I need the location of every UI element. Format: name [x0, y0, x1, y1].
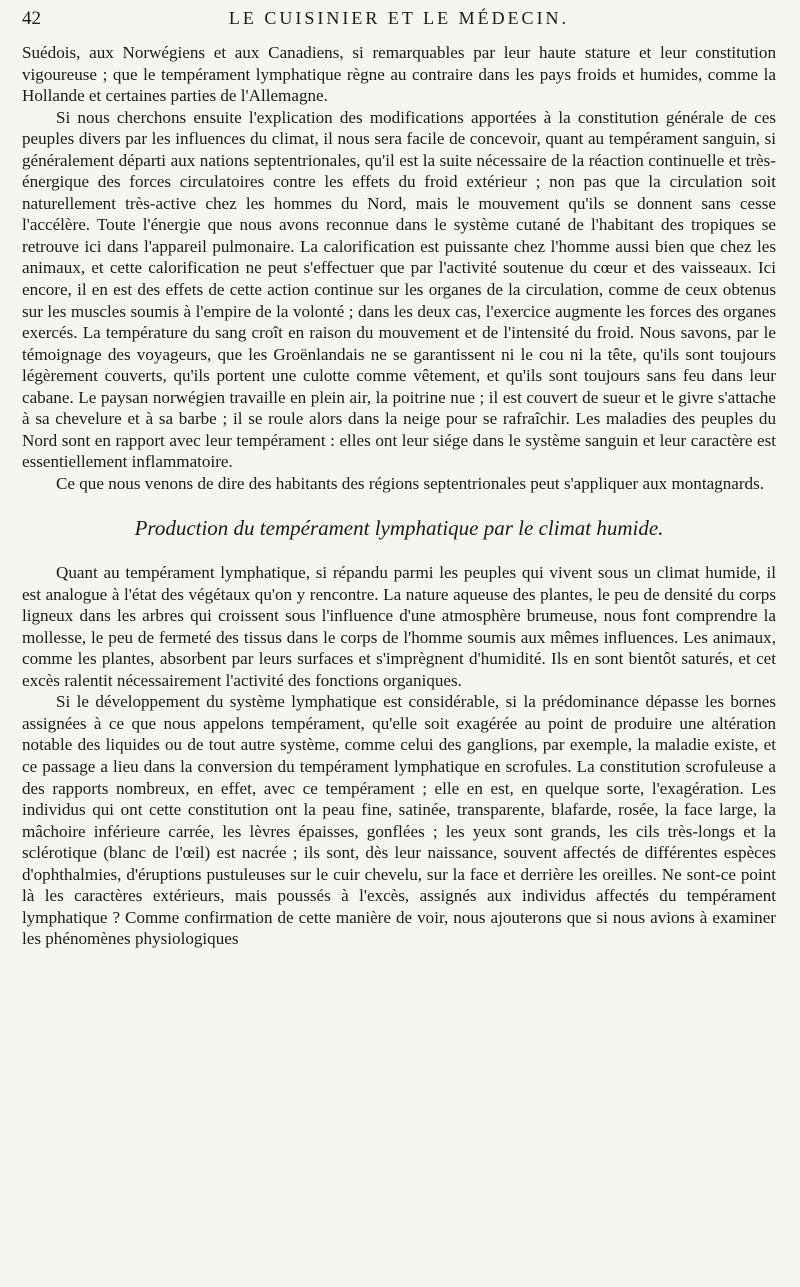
text-block-after-heading — [22, 562, 776, 950]
section-heading: Production du tempérament lymphatique par le climat humide. — [134, 516, 664, 541]
text-block-before-heading — [22, 42, 776, 494]
paragraph: Ce que nous venons de dire des habitants des régions septentrionales peut s'appliquer aux montagnards. — [56, 473, 765, 493]
paragraph: Si le développement du système lymphatique est considérable, si la prédominance dépasse les bornes assignées à ce que nous appelons tempérament, qu'elle soit exagérée au point de produire une altération notable des liquides ou de tout autre système, comme celui des ganglions, par exemple, la maladie existe, et ce passage a lieu dans la conversion du tempérament lymphatique en scrofules. La constitution scrofuleuse a des rapports nombreux, en effet, avec ce tempérament ; elle en est, en quelque sorte, l'exagération. Les individus qui ont cette constitution ont la peau fine, satinée, transparente, blafarde, rosée, la face large, la mâchoire inférieure carrée, les lèvres épaisses, gonflées ; les yeux sont grands, les cils très-longs et la sclérotique (blanc de l'œil) est nacrée ; ils sont, dès leur naissance, souvent affectés de différentes espèces d'ophthalmies, d'éruptions pustuleuses sur le cuir chevelu, sur la face et derrière les oreilles. Ne sont-ce point là les caractères extérieurs, mais poussés à l'excès, assignés aux individus affectés du tempérament lymphatique ? Comme confirmation de cette manière de voir, nous ajouterons que si nous avions à examiner les phénomènes physiologiques — [22, 692, 776, 949]
paragraph: Suédois, aux Norwégiens et aux Canadiens, si remarquables par leur haute stature et leur constitution vigoureuse ; que le tempérament lymphatique règne au contraire dans les pays froids et humides, comme la Hollande et certaines parties de l'Allemagne. — [22, 43, 776, 106]
page-body — [22, 42, 776, 950]
page-number: 42 — [22, 8, 41, 29]
paragraph: Si nous cherchons ensuite l'explication des modifications apportées à la constitution générale de ces peuples divers par les influences du climat, il nous sera facile de concevoir, quant au tempérament sanguin, si généralement départi aux nations septentrionales, qu'il est la suite nécessaire de la réaction continuelle et très-énergique des forces circulatoires contre les effets du froid extérieur ; non pas que la circulation soit naturellement très-active chez les hommes du Nord, mais le mouvement qu'ils se donnent sans cesse l'accélère. Toute l'énergie que nous avons reconnue dans le système cutané de l'habitant des tropiques se retrouve ici dans l'appareil pulmonaire. La calorification est puissante chez l'homme aussi bien que chez les animaux, et cette calorification ne peut s'effectuer que par l'activité soutenue du cœur et des vaisseaux. Ici encore, il en est des effets de cette action continue sur les organes de la circulation, comme de ceux obtenus sur les muscles soumis à l'empire de la volonté ; dans les deux cas, l'exercice augmente les forces des organes exercés. La température du sang croît en raison du mouvement et de l'intensité du froid. Nous savons, par le témoignage des voyageurs, que les Groënlandais ne se garantissent ni le cou ni la tête, qu'ils sont toujours légèrement couverts, qu'ils portent une culotte comme vêtement, et qu'ils sont toujours sans feu dans leur cabane. Le paysan norwégien travaille en plein air, la poitrine nue ; il est couvert de sueur et le givre s'attache à sa chevelure et à sa barbe ; il se roule alors dans la neige pour se rafraîchir. Les maladies des peuples du Nord sont en rapport avec leur tempérament : elles ont leur siége dans le système sanguin et leur caractère est essentiellement inflammatoire. — [22, 107, 776, 472]
running-title: LE CUISINIER ET LE MÉDECIN. — [228, 8, 570, 28]
page-header — [22, 0, 776, 42]
paragraph: Quant au tempérament lymphatique, si répandu parmi les peuples qui vivent sous un climat humide, il est analogue à l'état des végétaux qu'on y rencontre. La nature aqueuse des plantes, le peu de densité du corps ligneux dans les arbres qui croissent sous l'influence d'une atmosphère brumeuse, nous font comprendre la mollesse, le peu de fermeté des tissus dans le corps de l'homme soumis aux mêmes influences. Les animaux, comme les plantes, absorbent par leurs surfaces et s'imprègnent d'humidité. Ils en sont bientôt saturés, et cet excès ralentit nécessairement l'activité des fonctions organiques. — [22, 563, 776, 690]
